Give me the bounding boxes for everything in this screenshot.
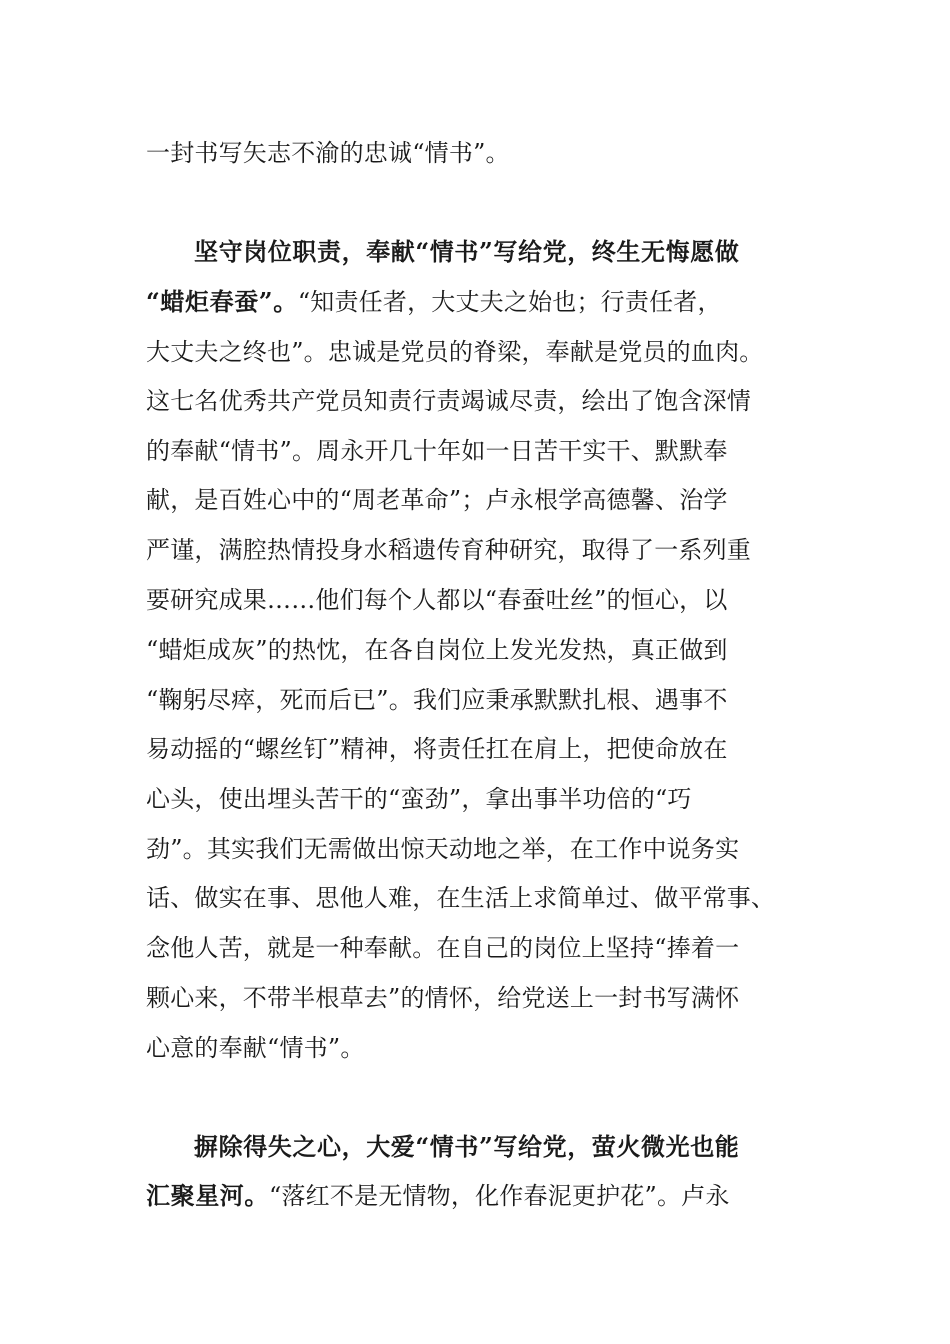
paragraph-2-body-line-14: 颗心来，不带半根草去”的情怀，给党送上一封书写满怀 <box>146 984 740 1012</box>
paragraph-2-line-2 <box>146 286 722 318</box>
paragraph-2-body-line-15: 心意的奉献“情书”。 <box>146 1034 365 1062</box>
paragraph-2-body-line-6: 要研究成果……他们每个人都以“春蚕吐丝”的恒心，以 <box>146 586 728 614</box>
paragraph-2-body-line-3: 的奉献“情书”。周永开几十年如一日苦干实干、默默奉 <box>146 437 728 465</box>
paragraph-2-body-line-12: 话、做实在事、思他人难，在生活上求简单过、做平常事、 <box>146 884 776 912</box>
paragraph-2-body-line-5: 严谨，满腔热情投身水稻遗传育种研究，取得了一系列重 <box>146 536 751 564</box>
paragraph-2-body-line-2: 这七名优秀共产党员知责行责竭诚尽责，绘出了饱含深情 <box>146 387 751 415</box>
paragraph-2-heading-line-2-rest: “知责任者，大丈夫之始也；行责任者， <box>297 288 722 316</box>
paragraph-2-body-line-11: 劲”。其实我们无需做出惊天动地之举，在工作中说务实 <box>146 835 740 863</box>
paragraph-2-body-line-8: “鞠躬尽瘁，死而后已”。我们应秉承默默扎根、遇事不 <box>146 686 728 714</box>
paragraph-2-heading-line-2-bold: “蜡炬春蚕”。 <box>146 287 298 316</box>
paragraph-3-heading-line-1: 摒除得失之心，大爱“情书”写给党，萤火微光也能 <box>194 1132 740 1161</box>
paragraph-1-line-1: 一封书写矢志不渝的忠诚“情书”。 <box>146 139 510 167</box>
paragraph-2-body-line-4: 献，是百姓心中的“周老革命”；卢永根学高德馨、治学 <box>146 486 728 514</box>
paragraph-3-heading-line-2-bold: 汇聚星河。 <box>146 1181 269 1210</box>
paragraph-2-body-line-13: 念他人苦，就是一种奉献。在自己的岗位上坚持“捧着一 <box>146 934 740 962</box>
paragraph-2-body-line-1: 大丈夫之终也”。忠诚是党员的脊梁，奉献是党员的血肉。 <box>146 338 764 366</box>
paragraph-2-body-line-7: “蜡炬成灰”的热忱，在各自岗位上发光发热，真正做到 <box>146 636 728 664</box>
paragraph-3-line-2 <box>146 1180 730 1212</box>
paragraph-2-heading-line-1: 坚守岗位职责，奉献“情书”写给党，终生无悔愿做 <box>194 237 740 266</box>
paragraph-2-body-line-10: 心头，使出埋头苦干的“蛮劲”，拿出事半功倍的“巧 <box>146 785 692 813</box>
paragraph-2-body-line-9: 易动摇的“螺丝钉”精神，将责任扛在肩上，把使命放在 <box>146 735 728 763</box>
paragraph-3-heading-line-2-rest: “落红不是无情物，化作春泥更护花”。卢永 <box>269 1182 730 1210</box>
